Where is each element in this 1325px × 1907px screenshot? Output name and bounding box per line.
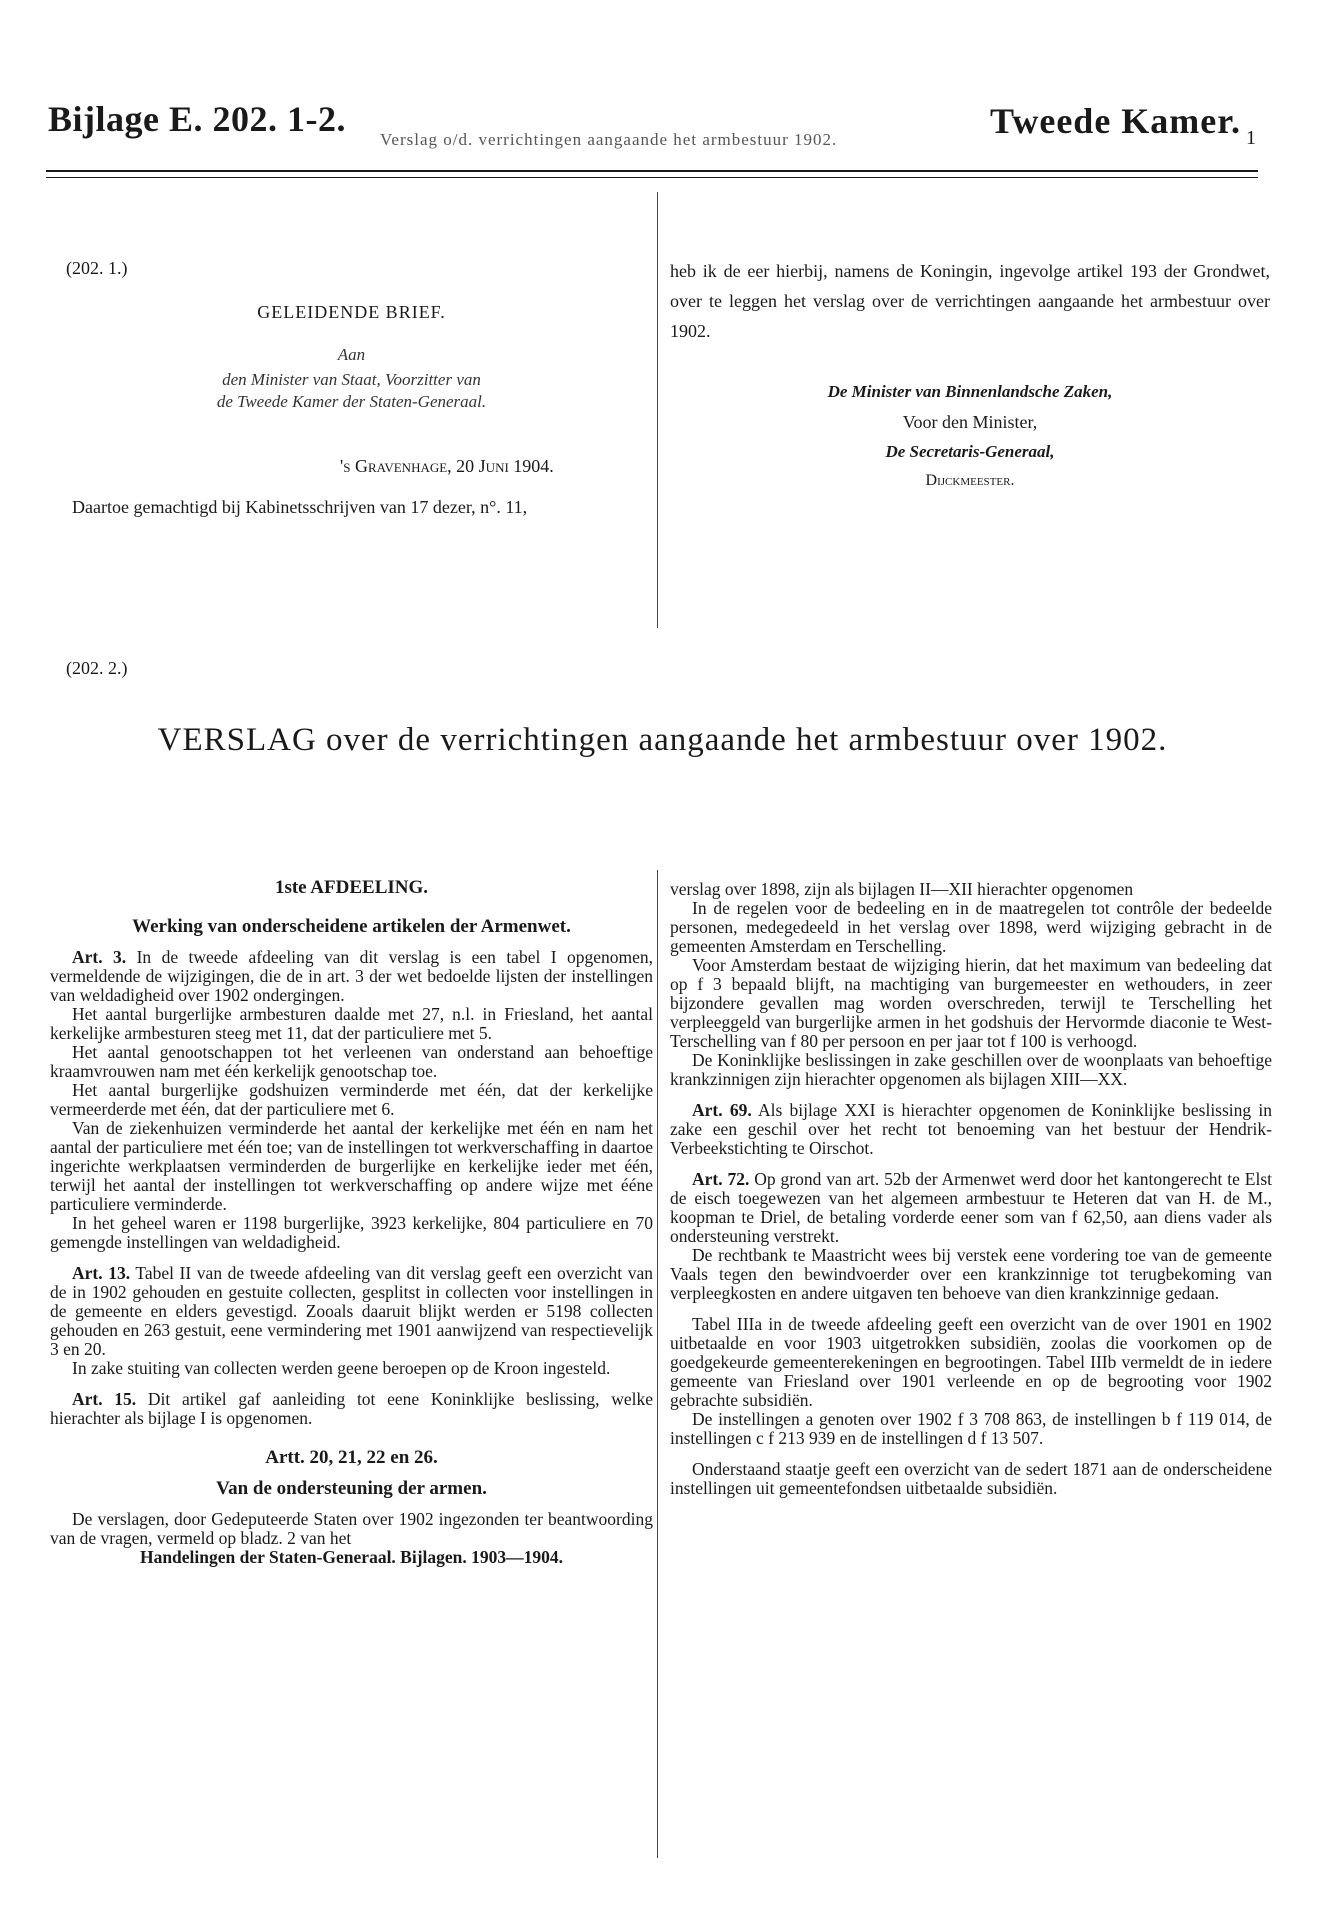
- report-right-column: [670, 880, 1272, 1498]
- art3-paragraph-3: Het aantal genootschappen tot het verleenen van onderstand aan behoeftige kraamvrouwen nam met één kerkelijk genootschap toe.: [50, 1042, 653, 1081]
- art72-paragraph-2: De rechtbank te Maastricht wees bij verstek eene vordering toe van de gemeente Vaals tegen den bewindvoerder over een krankzinnige tot terugbekoming van verpleegkosten en andere uitgaven ten behoeve van dien krankzinnige gedaan.: [670, 1245, 1272, 1303]
- verslagen-paragraph: De verslagen, door Gedeputeerde Staten over 1902 ingezonden ter beantwoording van de vragen, vermeld op bladz. 2 van het: [50, 1509, 653, 1548]
- running-title: Verslag o/d. verrichtingen aangaande het armbestuur 1902.: [380, 130, 838, 149]
- letter-section-number: (202. 1.): [66, 258, 128, 278]
- column-divider-letter: [657, 192, 658, 628]
- column-divider-report: [657, 870, 658, 1858]
- header-rule-thin: [46, 177, 1258, 178]
- art3-label: Art. 3.: [72, 947, 127, 967]
- right-paragraph-5: Tabel IIIa in de tweede afdeeling geeft een overzicht van de over 1901 en 1902 uitbetaalde en voor 1903 uitgetrokken subsidiën, zoolas die voorkomen op de goedgekeurde gemeenterekeningen en begrootingen. Tabel IIIb vermeldt de in iedere gemeente van Friesland over 1901 verleende en op de begrooting voor 1902 gebrachte subsidiën.: [670, 1314, 1272, 1410]
- art15-paragraph-1: Art. 15. Dit artikel gaf aanleiding tot eene Koninklijke beslissing, welke hierachter als bijlage I is opgenomen.: [50, 1389, 654, 1428]
- letter-address-line-1: Aan: [337, 345, 366, 364]
- header-rule-thick: [46, 170, 1258, 172]
- letter-address-line-3: de Tweede Kamer der Staten-Generaal.: [216, 392, 487, 411]
- art3-paragraph-5: Van de ziekenhuizen verminderde het aantal der kerkelijke met één en nam het aantal der particuliere met één toe; van de instellingen tot werkverschaffing in daartoe ingerichte werkplaatsen verminderden de burgerlijke en kerkelijke ieder met één, terwijl het aantal der instellingen tot werkverschaffing op andere wijze met ééne particuliere verminderde.: [50, 1118, 653, 1214]
- chamber-name: Tweede Kamer.: [990, 101, 1241, 141]
- subheading-armenwet: Werking van onderscheidene artikelen der Armenwet.: [132, 916, 571, 937]
- art72-label: Art. 72.: [692, 1169, 750, 1189]
- art69-paragraph: Art. 69. Als bijlage XXI is hierachter opgenomen de Koninklijke beslissing in zake een geschil over het recht tot benoeming van het bestuur der Hendrik-Verbeekstichting te Oirschot.: [670, 1100, 1272, 1158]
- art3-paragraph-4: Het aantal burgerlijke godshuizen verminderde met één, dat der kerkelijke vermeerderde met één, dat der particuliere met 6.: [50, 1080, 653, 1119]
- report-left-column: [50, 878, 653, 1567]
- page-number: 1: [1246, 127, 1256, 149]
- art3-paragraph-2: Het aantal burgerlijke armbesturen daalde met 27, n.l. in Friesland, het aantal kerkelijke armbesturen steeg met 11, dat der particuliere met 5.: [50, 1004, 653, 1043]
- signature-name: Dijckmeester.: [925, 472, 1015, 489]
- signature-minister: De Minister van Binnenlandsche Zaken,: [827, 382, 1113, 401]
- art15-label: Art. 15.: [72, 1389, 137, 1409]
- letter-address-line-2: den Minister van Staat, Voorzitter van: [222, 370, 481, 389]
- signature-voor: Voor den Minister,: [902, 412, 1038, 432]
- right-paragraph-2: In de regelen voor de bedeeling en in de maatregelen tot contrôle der bedeelde personen, medegedeeld in het verslag over 1898, werd wijziging gebracht in de gemeenten Amsterdam en Terschelling.: [670, 898, 1272, 956]
- art3-paragraph-1: Art. 3. In de tweede afdeeling van dit verslag is een tabel I opgenomen, vermeldende de wijzigingen, die de in art. 3 der wet bedoelde lijsten der instellingen van weldadigheid over 1902 ondergingen.: [50, 947, 654, 1005]
- artt-heading: Artt. 20, 21, 22 en 26.: [265, 1447, 438, 1468]
- right-paragraph-6: De instellingen a genoten over 1902 f 3 708 863, de instellingen b f 119 014, de instellingen c f 213 939 en de instellingen d f 13 507.: [670, 1409, 1272, 1448]
- art13-paragraph-1: Art. 13. Tabel II van de tweede afdeeling van dit verslag geeft een overzicht van de in 1902 gehouden en gestuite collecten, gesplitst in collecten voor instellingen in de gemeente en elders gevestigd. Zooals daaruit blijkt werden er 5198 collecten gehouden en 263 gestuit, eene vermindering met 1901 aanwijzend van respectievelijk 3 en 20.: [50, 1263, 654, 1359]
- report-title: VERSLAG over de verrichtingen aangaande het armbestuur over 1902.: [157, 722, 1168, 758]
- right-paragraph-4: De Koninklijke beslissingen in zake geschillen over de woonplaats van behoeftige krankzinnigen zijn hierachter opgenomen als bijlagen XIII—XX.: [670, 1050, 1272, 1089]
- art72-paragraph-1: Art. 72. Op grond van art. 52b der Armenwet werd door het kantongerecht te Elst de eisch toegewezen van het algemeen armbestuur te Heteren dat van H. de M., koopman te Driel, de betaling vorderde eener som van f 62,50, aan diens vader als ondersteuning verstrekt.: [670, 1169, 1273, 1246]
- right-paragraph-7: Onderstaand staatje geeft een overzicht van de sedert 1871 aan de onderscheidene instellingen uit gemeentefondsen uitbetaalde subsidiën.: [670, 1459, 1272, 1498]
- ondersteuning-heading: Van de ondersteuning der armen.: [216, 1478, 487, 1499]
- afdeeling-heading: 1ste AFDEELING.: [274, 877, 429, 898]
- art3-paragraph-6: In het geheel waren er 1198 burgerlijke, 3923 kerkelijke, 804 particuliere en 70 gemengde instellingen van weldadigheid.: [50, 1213, 653, 1252]
- handelingen-footer: Handelingen der Staten-Generaal. Bijlagen. 1903—1904.: [139, 1547, 564, 1567]
- letter-title: GELEIDENDE BRIEF.: [257, 302, 446, 322]
- right-paragraph-1: verslag over 1898, zijn als bijlagen II—XII hierachter opgenomen: [670, 879, 1134, 899]
- letter-body-left: Daartoe gemachtigd bij Kabinetsschrijven van 17 dezer, n°. 11,: [72, 497, 528, 517]
- letter-place-date: 's Gravenhage, 20 Juni 1904.: [340, 456, 554, 476]
- bijlage-number: Bijlage E. 202. 1-2.: [48, 99, 346, 139]
- art13-label: Art. 13.: [72, 1263, 131, 1283]
- letter-body-right: heb ik de eer hierbij, namens de Koningin, ingevolge artikel 193 der Grondwet, over te leggen het verslag over de verrichtingen aangaande het armbestuur over 1902.: [670, 261, 1270, 341]
- art13-paragraph-2: In zake stuiting van collecten werden geene beroepen op de Kroon ingesteld.: [72, 1358, 611, 1378]
- signature-secretary: De Secretaris-Generaal,: [885, 442, 1055, 461]
- right-paragraph-3: Voor Amsterdam bestaat de wijziging hierin, dat het maximum van bedeeling dat op f 3 bepaald blijft, na machtiging van burgemeester en wethouders, in zeer bijzondere gevallen mag worden overschreden, terwijl te Terschelling het verpleeggeld van burgerlijke armen in het godshuis der Hervormde diaconie te West-Terschelling van f 80 per persoon en per jaar tot f 100 is verhoogd.: [670, 955, 1272, 1051]
- art69-label: Art. 69.: [692, 1100, 752, 1120]
- report-section-number: (202. 2.): [66, 658, 128, 678]
